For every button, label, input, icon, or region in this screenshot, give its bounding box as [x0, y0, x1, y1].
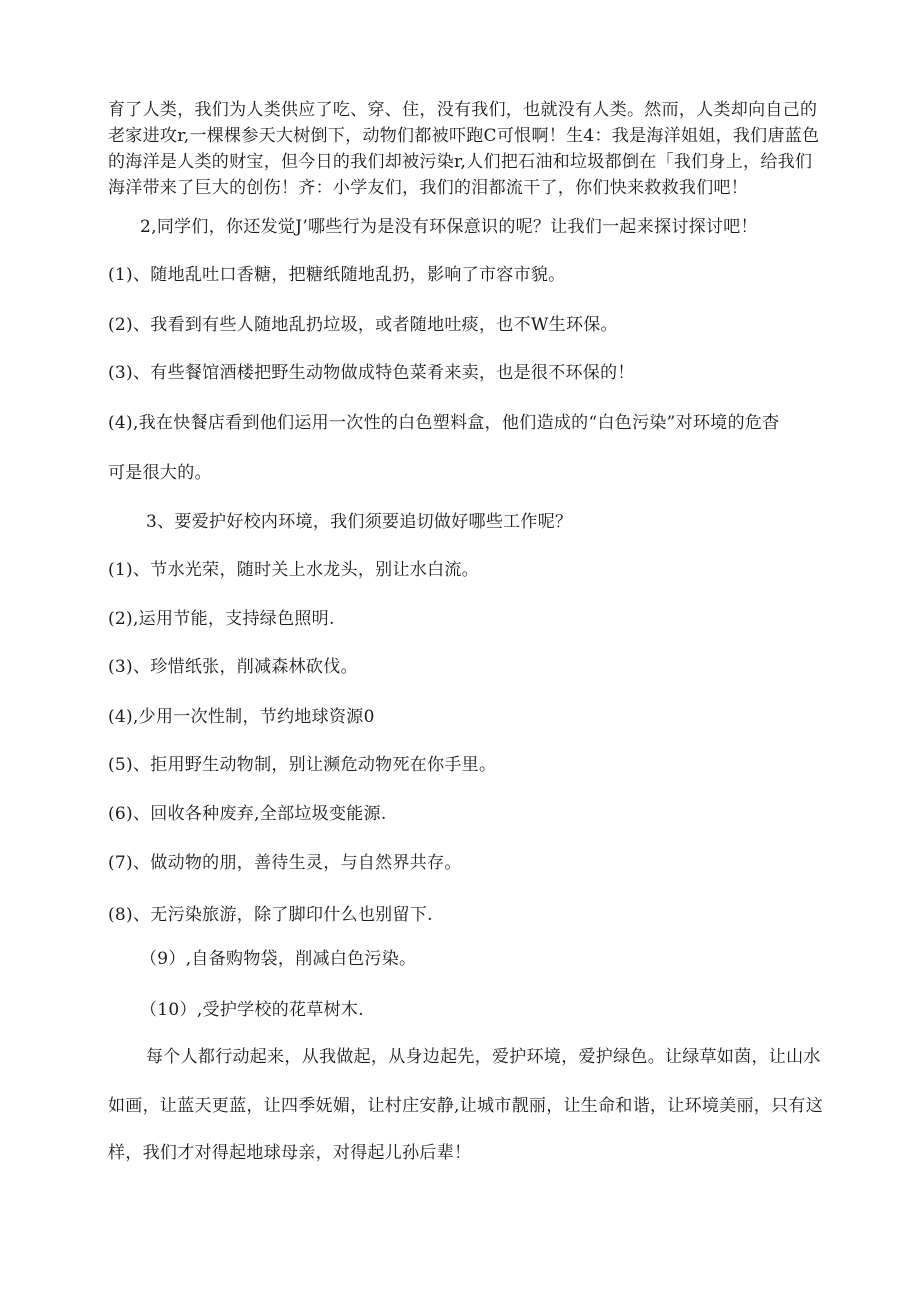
list-item: (4),我在快餐店看到他们运用一次性的白色塑料盒，他们造成的“白色污染”对环境的危杳: [108, 413, 780, 433]
text-line: 海洋带来了巨大的创伤！齐：小学友们，我们的泪都流干了，你们快来救救我们吧！: [108, 178, 749, 198]
list-item-continuation: 可是很大的。: [108, 463, 212, 483]
section-3-heading: 3、要爱护好校内环境，我们须要追切做好哪些工作呢？: [146, 512, 573, 532]
list-item: (6)、回收各种废弃,全部垃圾变能源.: [108, 804, 387, 824]
list-item: (7)、做动物的朋，善待生灵，与自然界共存。: [108, 853, 462, 873]
text-line: 每个人都行动起来，从我做起，从身边起先，爱护环境，爱护绿色。让绿草如茵，让山水: [146, 1047, 821, 1067]
list-item: （10）,受护学校的花草树木.: [140, 1000, 364, 1020]
list-item: (5)、拒用野生动物制，别让濒危动物死在你手里。: [108, 755, 497, 775]
text-line: 的海洋是人类的财宝，但今日的我们却被污染r,人们把石油和垃圾都倒在「我们身上，给我们: [108, 152, 813, 172]
text-line: 育了人类，我们为人类供应了吃、穿、住，没有我们，也就没有人类。然而，人类却向自己的: [108, 100, 818, 120]
text-line: 样，我们才对得起地球母亲，对得起儿孙后辈！: [108, 1143, 472, 1163]
section-2-heading: 2,同学们，你还发觉J’哪些行为是没有环保意识的呢？让我们一起来探讨探讨吧！: [140, 217, 758, 237]
text-line: 老家进攻r,一棵棵参天大树倒下，动物们都被吓跑C可恨啊！生4：我是海洋姐姐，我们唐蓝色: [108, 126, 820, 146]
list-item: (1)、随地乱吐口香糖，把糖纸随地乱扔，影响了市容市貌。: [108, 265, 566, 285]
list-item: （9）,自备购物袋，削减白色污染。: [140, 949, 417, 969]
text-line: 如画，让蓝天更蓝，让四季妩媚，让村庄安静,让城市靓丽，让生命和谐，让环境美丽，只有这: [108, 1096, 824, 1116]
list-item: (8)、无污染旅游，除了脚印什么也别留下.: [108, 905, 433, 925]
list-item: (3)、有些餐馆酒楼把野生动物做成特色菜肴来卖，也是很不环保的！: [108, 363, 635, 383]
list-item: (2)、我看到有些人随地乱扔垃圾，或者随地吐痰，也不W生环保。: [108, 315, 618, 335]
list-item: (3)、珍惜纸张，削减森林砍伐。: [108, 657, 358, 677]
list-item: (1)、节水光荣，随时关上水龙头，别让水白流。: [108, 560, 479, 580]
list-item: (4),少用一次性制，节约地球资源0: [108, 707, 375, 727]
list-item: (2),运用节能，支持绿色照明.: [108, 609, 335, 629]
